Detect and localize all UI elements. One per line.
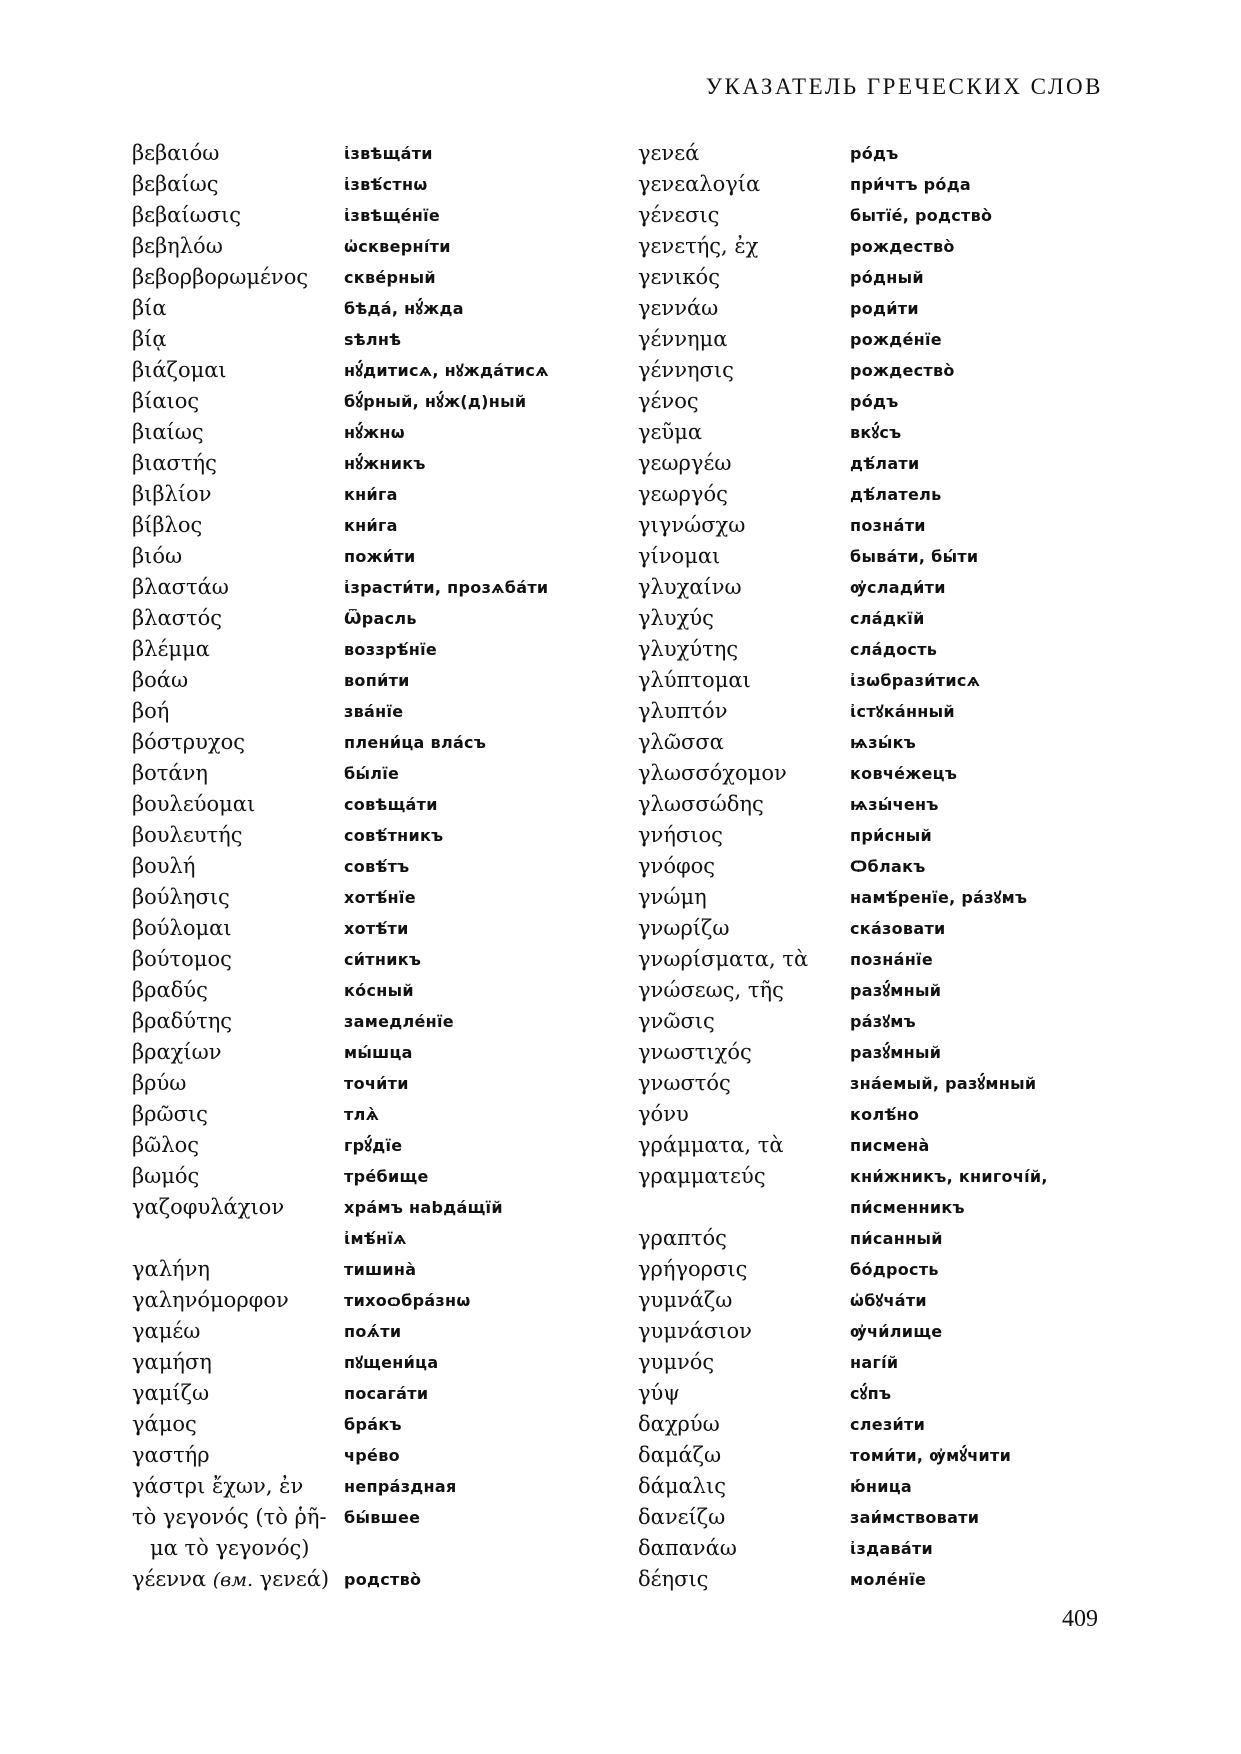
slavonic-translation: слези́ти bbox=[850, 1415, 926, 1434]
index-entry bbox=[132, 510, 549, 541]
slavonic-translation: тлѧ̀ bbox=[344, 1105, 380, 1124]
slavonic-translation: пи́санный bbox=[850, 1229, 943, 1248]
greek-word: γραμματεύς bbox=[638, 1164, 766, 1188]
slavonic-translation: совѣ́тникъ bbox=[344, 826, 444, 845]
greek-word: γνωρίζω bbox=[638, 916, 730, 940]
slavonic-translation: кни́га bbox=[344, 516, 398, 535]
index-entry bbox=[132, 1316, 549, 1347]
index-entry bbox=[132, 882, 549, 913]
slavonic-translation: ѕѣлнѣ bbox=[344, 330, 402, 349]
slavonic-translation: посагáти bbox=[344, 1384, 429, 1403]
index-entry bbox=[638, 913, 1048, 944]
index-entry bbox=[132, 1099, 549, 1130]
greek-word: βραδύς bbox=[132, 978, 208, 1002]
greek-word: βουλή bbox=[132, 854, 196, 878]
greek-word: βιάζομαι bbox=[132, 358, 227, 382]
slavonic-translation: ἰстꙋкáнный bbox=[850, 702, 955, 721]
greek-word: βλέμμα bbox=[132, 637, 210, 661]
greek-word: βιόω bbox=[132, 544, 183, 568]
index-entry bbox=[638, 169, 1048, 200]
index-entry bbox=[638, 1471, 1048, 1502]
index-entry bbox=[638, 1409, 1048, 1440]
index-entry bbox=[638, 262, 1048, 293]
index-entry bbox=[638, 510, 1048, 541]
greek-word: γιγνώσχω bbox=[638, 513, 746, 537]
index-entry bbox=[638, 386, 1048, 417]
index-entry bbox=[638, 417, 1048, 448]
index-entry bbox=[132, 1471, 549, 1502]
index-entry bbox=[132, 1378, 549, 1409]
index-entry bbox=[638, 603, 1048, 634]
greek-word: γενικός bbox=[638, 265, 720, 289]
slavonic-translation: намѣ́ренїе, рáзꙋмъ bbox=[850, 888, 1028, 907]
slavonic-translation: брáкъ bbox=[344, 1415, 402, 1434]
slavonic-translation: ἰзвѣщáти bbox=[344, 144, 433, 163]
greek-word: γαμίζω bbox=[132, 1381, 210, 1405]
index-entry bbox=[132, 231, 549, 262]
slavonic-translation: кни́жникъ, книгочі́й, bbox=[850, 1167, 1048, 1186]
index-entry bbox=[132, 696, 549, 727]
index-entry bbox=[132, 758, 549, 789]
slavonic-translation: бо́дрость bbox=[850, 1260, 939, 1279]
index-entry bbox=[132, 1161, 549, 1192]
slavonic-translation: знáемый, разꙋ́мный bbox=[850, 1074, 1037, 1093]
greek-word: γενετής, ἐχ bbox=[638, 234, 759, 258]
index-entry bbox=[638, 882, 1048, 913]
greek-word: γυμνός bbox=[638, 1350, 715, 1374]
greek-word bbox=[132, 1564, 344, 1595]
slavonic-translation: рождéнїе bbox=[850, 330, 942, 349]
greek-word: δαχρύω bbox=[638, 1412, 720, 1436]
greek-word: γυμνάζω bbox=[638, 1288, 733, 1312]
index-entry bbox=[638, 479, 1048, 510]
index-entry bbox=[638, 293, 1048, 324]
slavonic-translation: бывáти, бы́ти bbox=[850, 547, 979, 566]
slavonic-translation: нꙋ́дитисѧ, нꙋждáтисѧ bbox=[344, 361, 549, 380]
index-entry bbox=[132, 355, 549, 386]
slavonic-translation: пи́сменникъ bbox=[850, 1198, 965, 1217]
index-entry bbox=[132, 417, 549, 448]
greek-word: γάμος bbox=[132, 1412, 197, 1436]
index-entry bbox=[638, 1378, 1048, 1409]
index-entry bbox=[132, 789, 549, 820]
slavonic-translation: ѩзы́ченъ bbox=[850, 795, 939, 814]
greek-word: γενεά bbox=[638, 141, 700, 165]
slavonic-translation: роди́ти bbox=[850, 299, 919, 318]
greek-word: γλύπτομαι bbox=[638, 668, 751, 692]
slavonic-translation: ѩзы́къ bbox=[850, 733, 917, 752]
greek-word: βούλομαι bbox=[132, 916, 232, 940]
greek-word: βιβλίον bbox=[132, 482, 212, 506]
slavonic-translation: скáзовати bbox=[850, 919, 946, 938]
greek-word: βούλησις bbox=[132, 885, 230, 909]
slavonic-translation: чрéво bbox=[344, 1446, 400, 1465]
greek-word: δάμαλις bbox=[638, 1474, 726, 1498]
greek-word: γαληνόμορφον bbox=[132, 1288, 289, 1312]
index-entry bbox=[132, 262, 549, 293]
index-entry bbox=[638, 727, 1048, 758]
slavonic-translation: сꙋ́пъ bbox=[850, 1384, 892, 1403]
greek-word: βεβαίωσις bbox=[132, 203, 242, 227]
greek-word: βλαστός bbox=[132, 606, 222, 630]
greek-word: γεννάω bbox=[638, 296, 719, 320]
slavonic-translation: бытїé, родство̀ bbox=[850, 206, 993, 225]
slavonic-translation: ро́дный bbox=[850, 268, 924, 287]
slavonic-translation: томи́ти, ѹ҆мꙋ́чити bbox=[850, 1446, 1012, 1465]
slavonic-translation: хрáмъ нabдáщїй bbox=[344, 1198, 503, 1217]
greek-word: γλυχαίνω bbox=[638, 575, 742, 599]
slavonic-translation: грꙋ́дїе bbox=[344, 1136, 403, 1155]
greek-word: γένεσις bbox=[638, 203, 720, 227]
greek-word: βεβηλόω bbox=[132, 234, 223, 258]
greek-word: βλαστάω bbox=[132, 575, 229, 599]
slavonic-translation: ἰзѡбрази́тисѧ bbox=[850, 671, 981, 690]
greek-word: μα τὸ γεγονός) bbox=[150, 1536, 310, 1560]
index-entry bbox=[132, 1006, 549, 1037]
slavonic-translation: молéнїе bbox=[850, 1570, 927, 1589]
index-entry bbox=[638, 696, 1048, 727]
index-entry bbox=[132, 386, 549, 417]
index-entry bbox=[638, 1006, 1048, 1037]
index-entry bbox=[132, 479, 549, 510]
slavonic-translation: трéбище bbox=[344, 1167, 429, 1186]
index-entry bbox=[132, 603, 549, 634]
greek-word: βιαστής bbox=[132, 451, 217, 475]
greek-word: γλυχύτης bbox=[638, 637, 739, 661]
greek-word: βραδύτης bbox=[132, 1009, 233, 1033]
slavonic-translation: слáдкїй bbox=[850, 609, 925, 628]
greek-word: βραχίων bbox=[132, 1040, 222, 1064]
index-entry bbox=[638, 1223, 1048, 1254]
greek-word: γλυπτόν bbox=[638, 699, 728, 723]
greek-word: βίᾳ bbox=[132, 327, 167, 351]
greek-word: γλυχύς bbox=[638, 606, 714, 630]
slavonic-translation: ἰзвѣ́стнѡ bbox=[344, 175, 428, 194]
slavonic-translation: ѹ҆слади́ти bbox=[850, 578, 946, 597]
slavonic-translation: дѣ́лати bbox=[850, 454, 920, 473]
slavonic-translation: нꙋ́жникъ bbox=[344, 454, 426, 473]
index-entry bbox=[638, 1347, 1048, 1378]
greek-word: γνώσεως, τῆς bbox=[638, 978, 784, 1002]
slavonic-translation: ро́дъ bbox=[850, 392, 899, 411]
slavonic-translation: познáти bbox=[850, 516, 926, 535]
index-entry bbox=[132, 1440, 549, 1471]
index-entry bbox=[638, 944, 1048, 975]
greek-word: γόνυ bbox=[638, 1102, 689, 1126]
slavonic-translation: мы́шца bbox=[344, 1043, 413, 1062]
slavonic-translation: непрáздная bbox=[344, 1477, 457, 1496]
index-entry bbox=[638, 138, 1048, 169]
slavonic-translation: колѣ́но bbox=[850, 1105, 920, 1124]
greek-word: γεωργός bbox=[638, 482, 728, 506]
index-entry bbox=[132, 1533, 549, 1564]
right-column bbox=[638, 138, 1048, 1595]
slavonic-translation: си́тникъ bbox=[344, 950, 422, 969]
slavonic-translation: нагі́й bbox=[850, 1353, 899, 1372]
index-entry bbox=[132, 1037, 549, 1068]
index-entry bbox=[132, 944, 549, 975]
slavonic-translation: совѣщáти bbox=[344, 795, 438, 814]
greek-word: γνώμη bbox=[638, 885, 707, 909]
slavonic-translation: родство̀ bbox=[344, 1570, 422, 1589]
greek-word: βόστρυχος bbox=[132, 730, 245, 754]
index-entry bbox=[638, 1068, 1048, 1099]
slavonic-translation: совѣ́тъ bbox=[344, 857, 410, 876]
slavonic-translation: бы́вшее bbox=[344, 1508, 421, 1527]
index-entry bbox=[638, 1285, 1048, 1316]
greek-word: βίβλος bbox=[132, 513, 203, 537]
greek-word: γνόφος bbox=[638, 854, 716, 878]
greek-word: δανείζω bbox=[638, 1505, 726, 1529]
index-entry bbox=[132, 1564, 549, 1595]
index-entry bbox=[132, 727, 549, 758]
greek-word: βία bbox=[132, 296, 167, 320]
index-entry bbox=[132, 665, 549, 696]
index-entry bbox=[638, 820, 1048, 851]
slavonic-translation: пꙋщени́ца bbox=[344, 1353, 439, 1372]
slavonic-translation: ѹ҆чи́лище bbox=[850, 1322, 943, 1341]
index-entry bbox=[638, 1440, 1048, 1471]
greek-word: γαστήρ bbox=[132, 1443, 210, 1467]
greek-word: δέησις bbox=[638, 1567, 709, 1591]
greek-word: γλωσσώδης bbox=[638, 792, 764, 816]
slavonic-translation: ἰзрасти́ти, прозѧбáти bbox=[344, 578, 549, 597]
greek-word: γέννημα bbox=[638, 327, 728, 351]
slavonic-translation: ѡ҆сквернíти bbox=[344, 237, 451, 256]
greek-word: βωμός bbox=[132, 1164, 200, 1188]
greek-word: γαζοφυλάχιον bbox=[132, 1195, 285, 1219]
greek-word bbox=[132, 1223, 344, 1254]
greek-word: γένος bbox=[638, 389, 699, 413]
slavonic-translation: бѣдá, нꙋ́ждa bbox=[344, 299, 464, 318]
slavonic-translation: писменà bbox=[850, 1136, 930, 1155]
greek-word: βιαίως bbox=[132, 420, 204, 444]
index-entry bbox=[638, 758, 1048, 789]
greek-word: γρήγορσις bbox=[638, 1257, 748, 1281]
slavonic-translation: рождество̀ bbox=[850, 237, 955, 256]
slavonic-translation: заи́мствовати bbox=[850, 1508, 980, 1527]
slavonic-translation: ѡ҆бꙋчáти bbox=[850, 1291, 927, 1310]
left-column bbox=[132, 138, 549, 1595]
slavonic-translation: хотѣ́ти bbox=[344, 919, 409, 938]
slavonic-translation: разꙋ́мный bbox=[850, 1043, 942, 1062]
greek-word: γνωρίσματα, τὰ bbox=[638, 947, 809, 971]
index-entry bbox=[132, 1130, 549, 1161]
greek-word: γαμήση bbox=[132, 1350, 212, 1374]
greek-word: δαμάζω bbox=[638, 1443, 722, 1467]
greek-word: γενεαλογία bbox=[638, 172, 761, 196]
greek-word: γλωσσόχομον bbox=[638, 761, 787, 785]
greek-word: γαμέω bbox=[132, 1319, 201, 1343]
index-entry bbox=[132, 1409, 549, 1440]
greek-word: γνήσιος bbox=[638, 823, 723, 847]
greek-word: βίαιος bbox=[132, 389, 200, 413]
slavonic-translation: звáнїе bbox=[344, 702, 404, 721]
greek-word: βουλεύομαι bbox=[132, 792, 256, 816]
slavonic-translation: дѣ́латель bbox=[850, 485, 942, 504]
index-entry bbox=[132, 169, 549, 200]
greek-word: βρῶσις bbox=[132, 1102, 208, 1126]
index-entry bbox=[132, 851, 549, 882]
greek-word: βεβορβορωμένος bbox=[132, 265, 309, 289]
index-entry bbox=[638, 1502, 1048, 1533]
index-entry bbox=[132, 541, 549, 572]
greek-word: γεωργέω bbox=[638, 451, 732, 475]
index-entry bbox=[132, 913, 549, 944]
index-entry bbox=[638, 851, 1048, 882]
slavonic-translation: при́сный bbox=[850, 826, 933, 845]
index-entry bbox=[132, 1285, 549, 1316]
slavonic-translation: рáзꙋмъ bbox=[850, 1012, 916, 1031]
index-entry bbox=[638, 1192, 1048, 1223]
slavonic-translation: нꙋ́жнѡ bbox=[344, 423, 405, 442]
index-entry bbox=[132, 324, 549, 355]
slavonic-translation: скве́рный bbox=[344, 268, 436, 287]
greek-word: γνῶσις bbox=[638, 1009, 715, 1033]
index-entry bbox=[132, 975, 549, 1006]
greek-word: γίνομαι bbox=[638, 544, 721, 568]
slavonic-translation: кни́га bbox=[344, 485, 398, 504]
greek-word: γαλήνη bbox=[132, 1257, 210, 1281]
greek-word: γνωστιχός bbox=[638, 1040, 752, 1064]
index-entry bbox=[132, 200, 549, 231]
index-entry bbox=[638, 1254, 1048, 1285]
index-entry bbox=[638, 634, 1048, 665]
slavonic-translation: точи́ти bbox=[344, 1074, 409, 1093]
index-entry bbox=[132, 1223, 549, 1254]
greek-word: βεβαίως bbox=[132, 172, 219, 196]
greek-word: γνωστός bbox=[638, 1071, 731, 1095]
slavonic-translation: ἰмѣ́нїѧ bbox=[344, 1229, 407, 1248]
greek-word: βῶλος bbox=[132, 1133, 199, 1157]
index-entry bbox=[638, 231, 1048, 262]
index-entry bbox=[638, 789, 1048, 820]
index-entry bbox=[132, 1192, 549, 1223]
greek-word: γέννησις bbox=[638, 358, 734, 382]
greek-word: βούτομος bbox=[132, 947, 232, 971]
page-number: 409 bbox=[1062, 1606, 1098, 1632]
slavonic-translation: замедлéнїе bbox=[344, 1012, 454, 1031]
index-entry bbox=[638, 1130, 1048, 1161]
index-entry bbox=[132, 1347, 549, 1378]
index-entry bbox=[132, 1254, 549, 1285]
greek-word: γύψ bbox=[638, 1381, 680, 1405]
slavonic-translation: ро́дъ bbox=[850, 144, 899, 163]
index-entry bbox=[638, 1099, 1048, 1130]
slavonic-translation: рождество̀ bbox=[850, 361, 955, 380]
greek-word: βεβαιόω bbox=[132, 141, 220, 165]
index-entry bbox=[638, 1037, 1048, 1068]
index-entry bbox=[132, 138, 549, 169]
index-entry bbox=[638, 1564, 1048, 1595]
greek-word: βοάω bbox=[132, 668, 189, 692]
index-entry bbox=[638, 1533, 1048, 1564]
index-entry bbox=[638, 324, 1048, 355]
slavonic-translation: ἰздавáти bbox=[850, 1539, 934, 1558]
slavonic-translation: слáдость bbox=[850, 640, 938, 659]
slavonic-translation: разꙋ́мный bbox=[850, 981, 942, 1000]
index-entry bbox=[638, 1316, 1048, 1347]
greek-word: τὸ γεγονός (τὸ ῥῆ- bbox=[132, 1505, 327, 1529]
index-entry bbox=[132, 820, 549, 851]
index-entry bbox=[132, 1502, 549, 1533]
slavonic-translation: бꙋ́рный, нꙋ́ж(д)ный bbox=[344, 392, 527, 411]
slavonic-translation: пожи́ти bbox=[344, 547, 416, 566]
slavonic-translation: ковчéжецъ bbox=[850, 764, 958, 783]
greek-word: βουλευτής bbox=[132, 823, 243, 847]
index-entry bbox=[132, 572, 549, 603]
greek-word: βοή bbox=[132, 699, 170, 723]
index-entry bbox=[638, 200, 1048, 231]
greek-word: γυμνάσιον bbox=[638, 1319, 752, 1343]
index-entry bbox=[132, 634, 549, 665]
index-entry bbox=[638, 355, 1048, 386]
index-entry bbox=[638, 572, 1048, 603]
slavonic-translation: вопи́ти bbox=[344, 671, 410, 690]
greek-word: γάστρι ἔχων, ἐν bbox=[132, 1474, 304, 1498]
greek-word: γράμματα, τὰ bbox=[638, 1133, 784, 1157]
index-entry bbox=[638, 665, 1048, 696]
greek-word-alt: γενεά) bbox=[259, 1567, 330, 1591]
index-entry bbox=[638, 448, 1048, 479]
abbreviation: (вм. bbox=[212, 1569, 253, 1591]
slavonic-translation: вкꙋ́съ bbox=[850, 423, 902, 442]
slavonic-translation: познáнїе bbox=[850, 950, 933, 969]
index-entry bbox=[638, 1161, 1048, 1192]
slavonic-translation: плени́ца влáсъ bbox=[344, 733, 487, 752]
slavonic-translation: тишинà bbox=[344, 1260, 417, 1279]
slavonic-translation: Ѻблакъ bbox=[850, 857, 926, 876]
slavonic-translation: поѧ́ти bbox=[344, 1322, 402, 1341]
greek-word: γλῶσσα bbox=[638, 730, 724, 754]
slavonic-translation: ἰзвѣщéнїе bbox=[344, 206, 441, 225]
index-entry bbox=[132, 448, 549, 479]
greek-word bbox=[638, 1192, 850, 1223]
index-entry bbox=[132, 293, 549, 324]
greek-word-main: γέεννα bbox=[132, 1567, 207, 1591]
slavonic-translation: хотѣ́нїе bbox=[344, 888, 416, 907]
greek-word: δαπανάω bbox=[638, 1536, 737, 1560]
slavonic-translation: бы́лїе bbox=[344, 764, 400, 783]
slavonic-translation: при́чтъ ро́да bbox=[850, 175, 972, 194]
index-entry bbox=[638, 975, 1048, 1006]
slavonic-translation: воззрѣ́нїе bbox=[344, 640, 438, 659]
slavonic-translation: тихоѻбрáзнѡ bbox=[344, 1291, 471, 1310]
greek-word: βρύω bbox=[132, 1071, 187, 1095]
index-entry bbox=[638, 541, 1048, 572]
greek-word: γεῦμα bbox=[638, 420, 703, 444]
slavonic-translation: Ѿрасль bbox=[344, 609, 417, 628]
slavonic-translation: ю҆́ница bbox=[850, 1477, 912, 1496]
greek-word: βοτάνη bbox=[132, 761, 208, 785]
running-header: УКАЗАТЕЛЬ ГРЕЧЕСКИХ СЛОВ bbox=[705, 74, 1103, 99]
greek-word: γραπτός bbox=[638, 1226, 727, 1250]
index-entry bbox=[132, 1068, 549, 1099]
slavonic-translation: ко́сный bbox=[344, 981, 414, 1000]
